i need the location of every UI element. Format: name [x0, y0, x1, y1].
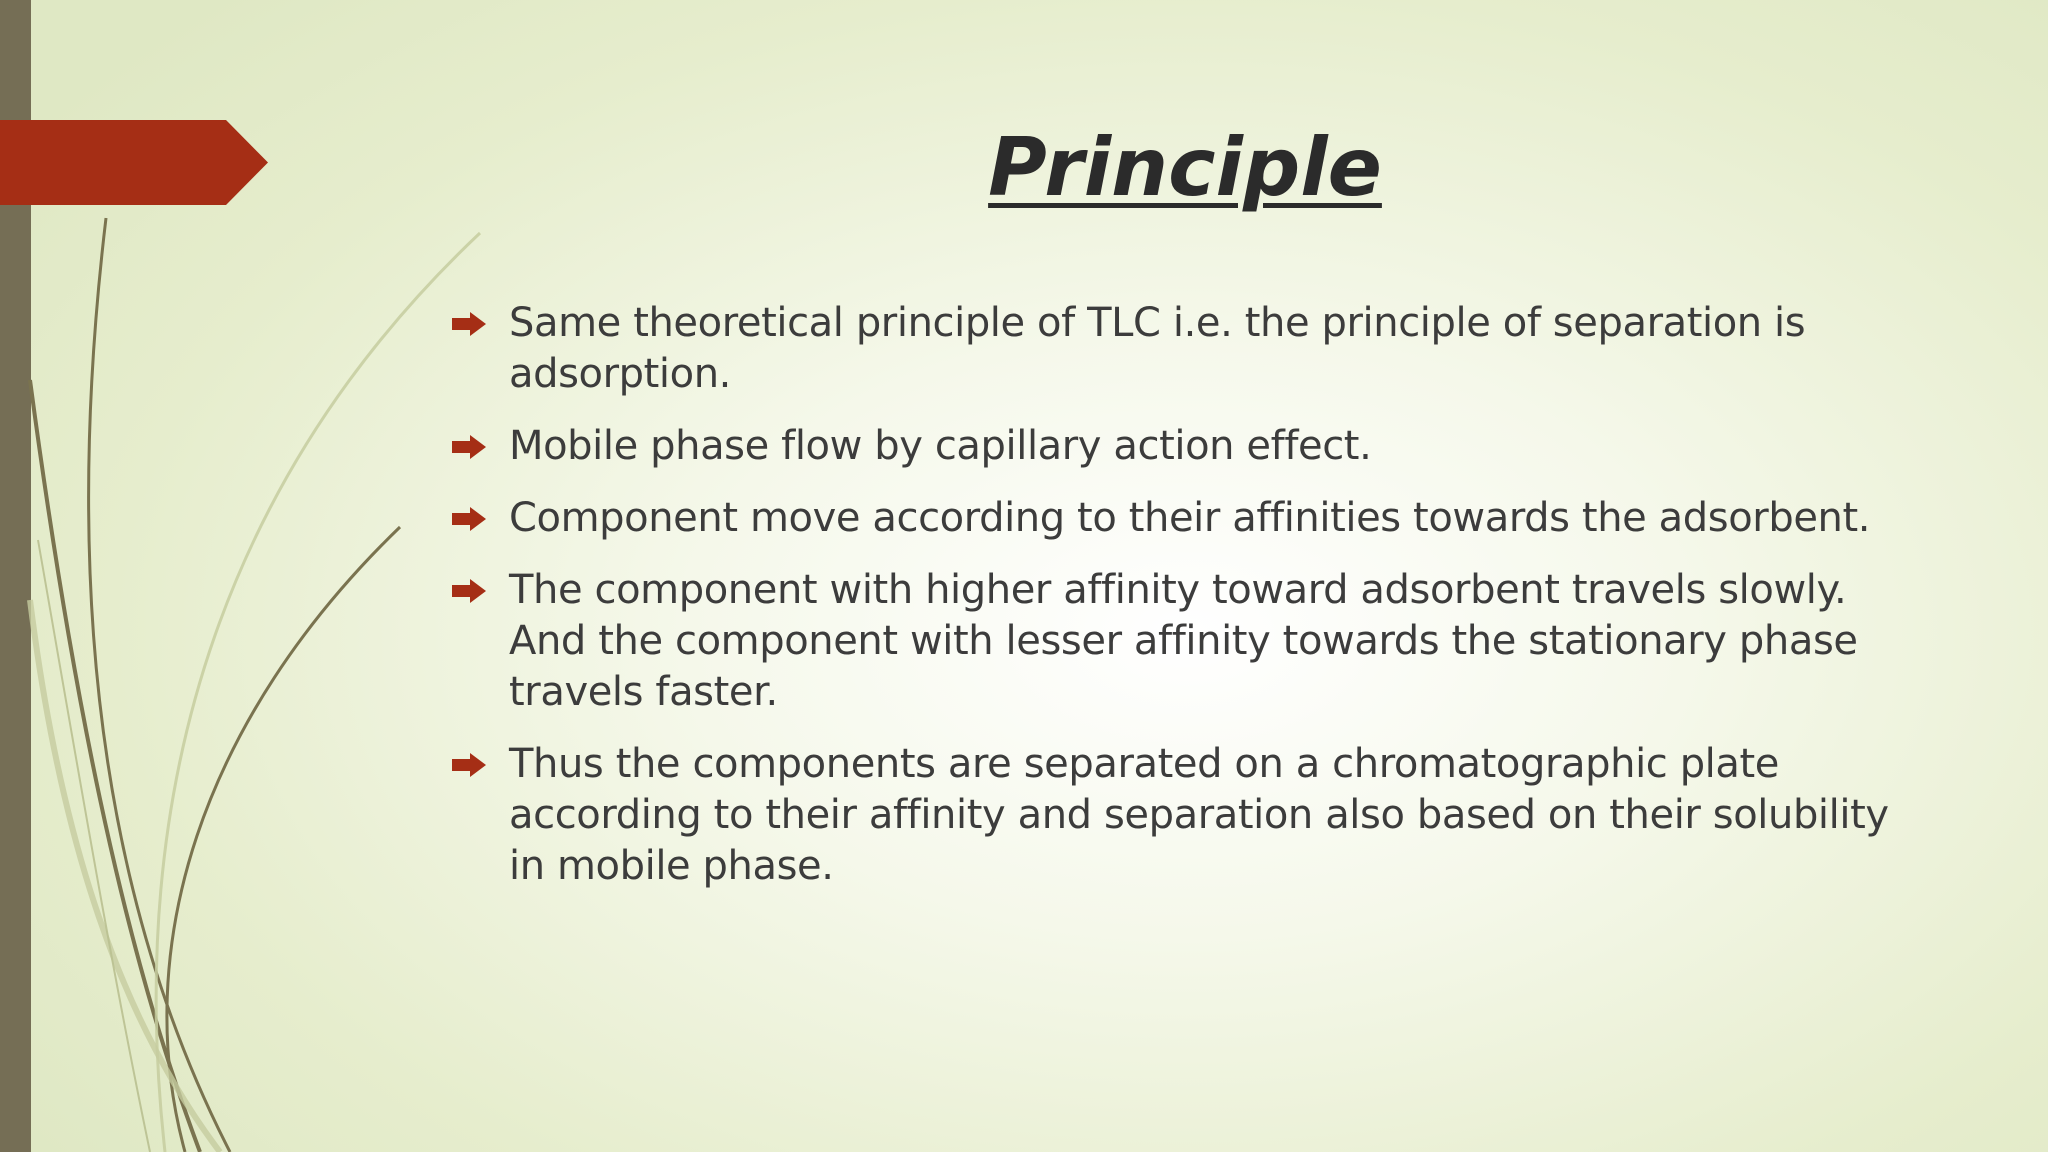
right-arrow-bullet-icon	[452, 312, 486, 336]
bullet-text: Thus the components are separated on a chromatographic plate according to their affinity and separation also based on their solubility in mobile phase.	[509, 741, 1889, 889]
bullet-item	[452, 421, 1932, 472]
bullet-text: Same theoretical principle of TLC i.e. the principle of separation is adsorption.	[509, 300, 1806, 397]
bullet-item	[452, 298, 1932, 400]
bullet-item	[452, 739, 1932, 892]
red-arrow-tab	[0, 120, 268, 205]
bullet-text: Component move according to their affinities towards the adsorbent.	[509, 495, 1871, 541]
bullet-list	[452, 298, 1932, 913]
right-arrow-bullet-icon	[452, 435, 486, 459]
right-arrow-bullet-icon	[452, 579, 486, 603]
bullet-item	[452, 493, 1932, 544]
bullet-item	[452, 565, 1932, 718]
right-arrow-bullet-icon	[452, 753, 486, 777]
bullet-text: Mobile phase flow by capillary action effect.	[509, 423, 1372, 469]
bullet-text: The component with higher affinity toward adsorbent travels slowly. And the component with lesser affinity towards the stationary phase travels faster.	[509, 567, 1858, 715]
right-arrow-bullet-icon	[452, 507, 486, 531]
slide-title: Principle	[988, 121, 1382, 214]
